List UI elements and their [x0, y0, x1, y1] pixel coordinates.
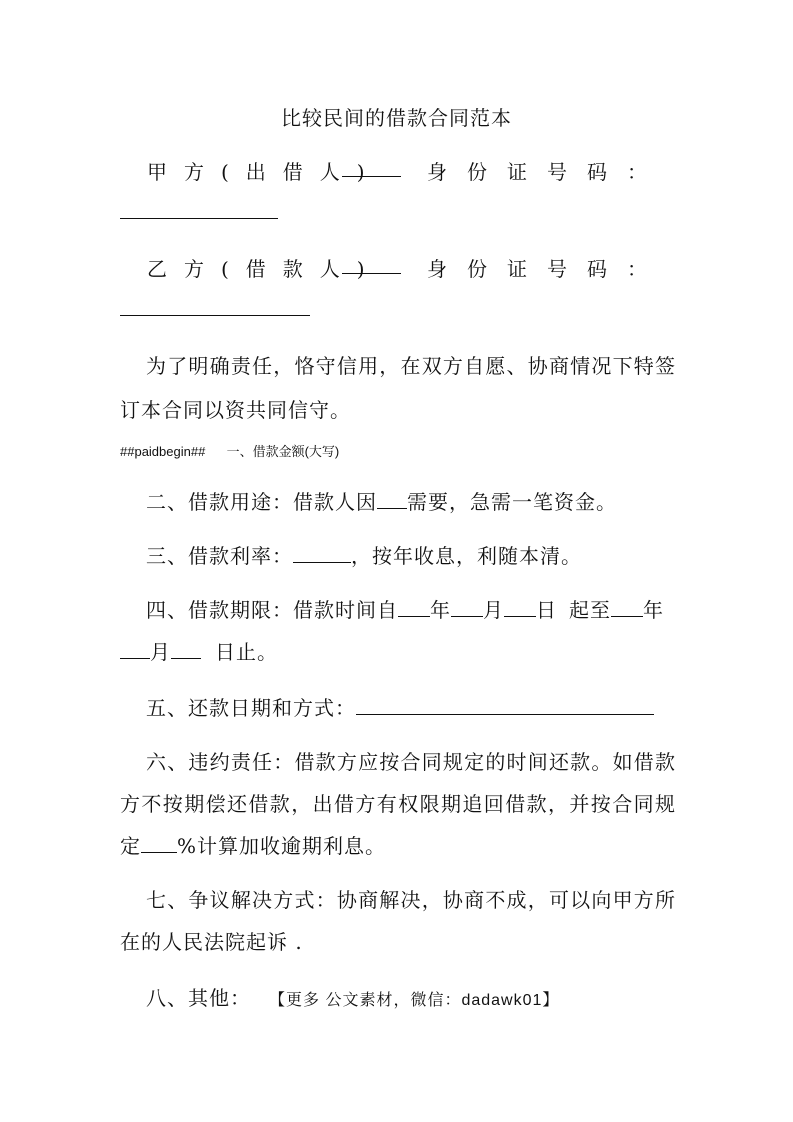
paid-marker-tag: ##paidbegin## — [120, 444, 206, 459]
clause-4-end: 日止。 — [215, 640, 278, 664]
clause-8 — [146, 984, 701, 1015]
clause-5-prefix: 五、还款日期和方式： — [146, 696, 356, 720]
clause-2 — [146, 488, 701, 516]
clause-4-month2: 月 — [150, 640, 171, 664]
clause-4-day: 日 — [536, 598, 557, 622]
clause-3-blank — [293, 544, 351, 563]
clause-7-line-1: 七、争议解决方式：协商解决，协商不成，可以向甲方所 — [146, 888, 675, 912]
paid-marker-line — [120, 443, 675, 461]
preamble-line-1: 为了明确责任，恪守信用，在双方自愿、协商情况下特签 — [146, 354, 675, 378]
clause-8-prefix: 八、其他： — [146, 986, 251, 1010]
clause-3-prefix: 三、借款利率： — [146, 544, 293, 568]
clause-1-text: 一、借款金额(大写) — [226, 444, 340, 459]
party-b-line — [147, 255, 667, 283]
clause-5 — [146, 694, 701, 722]
party-a-id-blank-line — [120, 198, 675, 226]
party-b-id-label: 身份证号码： — [427, 257, 667, 281]
clause-7-line-2: 在的人民法院起诉 . — [120, 930, 303, 954]
clause-3-suffix: ，按年收息，利随本清。 — [351, 544, 582, 568]
clause-4-year2: 年 — [643, 598, 664, 622]
clause-4-year-blank — [398, 598, 430, 617]
clause-4-to: 起至 — [569, 598, 611, 622]
clause-2-blank — [377, 490, 407, 509]
party-a-label: 甲方(出借人) — [147, 160, 382, 184]
party-b-name-blank — [342, 255, 401, 274]
clause-4-year: 年 — [430, 598, 451, 622]
clause-4-line-2 — [120, 638, 675, 666]
clause-5-blank — [356, 696, 654, 715]
preamble-line-2: 订本合同以资共同信守。 — [120, 398, 351, 422]
clause-4-year2-blank — [611, 598, 643, 617]
party-b-id-blank-line — [120, 295, 675, 323]
clause-4-month: 月 — [483, 598, 504, 622]
clause-2-prefix: 二、借款用途：借款人因 — [146, 490, 377, 514]
clause-6-percent-blank — [141, 834, 177, 853]
party-a-line — [147, 158, 667, 186]
clause-4-month2-blank — [120, 640, 150, 659]
clause-6-line-1: 六、违约责任：借款方应按合同规定的时间还款。如借款 — [146, 750, 675, 774]
clause-4-line-1 — [146, 596, 676, 624]
clause-4-prefix: 四、借款期限：借款时间自 — [146, 598, 398, 622]
party-a-id-blank — [120, 200, 278, 219]
party-b-id-blank — [120, 297, 310, 316]
clause-6-line-3-suffix: %计算加收逾期利息。 — [177, 834, 387, 858]
clause-6-line-3-prefix: 定 — [120, 834, 141, 858]
promo-text: 【更多 公文素材，微信：dadawk01】 — [269, 992, 560, 1009]
clause-6-line-2: 方不按期偿还借款，出借方有权限期追回借款，并按合同规 — [120, 792, 675, 816]
party-b-label: 乙方(借款人) — [147, 257, 382, 281]
clause-4-month-blank — [451, 598, 483, 617]
clause-3 — [146, 542, 701, 570]
party-a-id-label: 身份证号码： — [427, 160, 667, 184]
page-title: 比较民间的借款合同范本 — [281, 106, 512, 130]
clause-2-suffix: 需要，急需一笔资金。 — [407, 490, 617, 514]
clause-6-line-3 — [120, 832, 675, 860]
clause-4-day-blank — [504, 598, 536, 617]
party-a-name-blank — [342, 158, 401, 177]
clause-4-day2-blank — [171, 640, 201, 659]
